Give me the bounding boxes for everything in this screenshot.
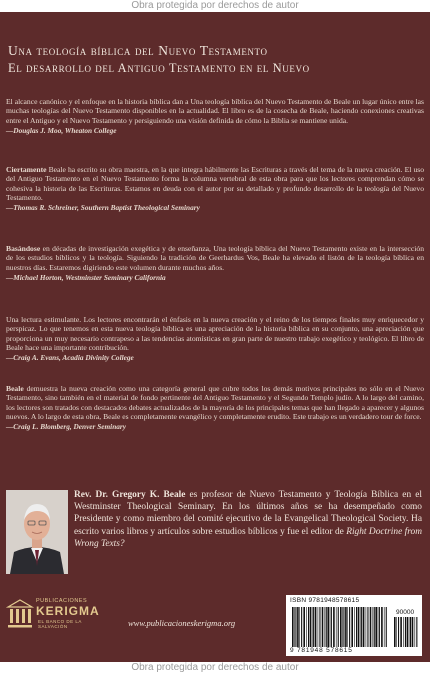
publisher-name: KERIGMA xyxy=(36,604,100,618)
barcode-bars xyxy=(292,607,390,647)
quote-lead: Basándose xyxy=(6,244,41,253)
book-title: Una teología bíblica del Nuevo Testamento xyxy=(8,43,268,58)
publisher-logo xyxy=(6,598,106,654)
quote-attribution: —Thomas R. Schreiner, Southern Baptist Theological Seminary xyxy=(6,203,200,213)
endorsement-quote xyxy=(6,165,424,213)
bank-emblem-icon xyxy=(6,598,34,632)
quote-text: en décadas de investigación exegética y de enseñanza, Una teología bíblica del Nuevo Testamento existe en la intersección de los estudios bíblicos y la teología. Siguiendo la tradición de Geerhardus Vos, Beale ha elevado el listón de la teología bíblica en nuestros días. Estaremos digiriendo este volumen durante muchos años. xyxy=(6,244,424,272)
quote-attribution: —Michael Horton, Westminster Seminary California xyxy=(6,272,166,282)
quote-attribution: —Craig L. Blomberg, Denver Seminary xyxy=(6,422,126,432)
author-portrait-graphic xyxy=(6,490,68,574)
watermark-bottom: Obra protegida por derechos de autor xyxy=(0,662,430,674)
quote-attribution: —Craig A. Evans, Acadia Divinity College xyxy=(6,353,134,363)
isbn-number: ISBN 9781948578615 xyxy=(290,597,360,604)
book-back-cover xyxy=(0,12,430,662)
quote-text: Beale ha escrito su obra maestra, en la que integra hábilmente las Escrituras a través del tema de la nueva creación. El uso del Antiguo Testamento en el Nuevo Testamento forma la columna vertebral de esta obra para que los lectores comprendan cómo se cohesiva la historia de las Escrituras. Estamos en deuda con el autor por su detallado y profundo desarrollo de la teología del Nuevo Testamento. xyxy=(6,165,424,203)
quote-text: Una lectura estimulante. Los lectores encontrarán el énfasis en la nueva creación y el reino de los tiempos finales muy enriquecedor y perspicaz. Lo que tenemos en esta nueva teología bíblica es una apreciación de la historia bíblica en su conjunto, una apreciación que proporciona un muy necesario contrapeso a las tendencias atomísticas en gran parte de nuestro trabajo exegético y teológico. El libro de Beale hace una importante contribución. xyxy=(6,315,424,353)
author-bio xyxy=(74,489,422,550)
author-photo xyxy=(6,490,68,574)
barcode-digits: 9 781948 578615 xyxy=(290,647,353,654)
watermark-top: Obra protegida por derechos de autor xyxy=(0,0,430,12)
barcode-addon-bars xyxy=(394,617,420,647)
price-code: 90000 xyxy=(396,609,415,616)
quote-text: El alcance canónico y el enfoque en la historia bíblica dan a Una teología bíblica del Nuevo Testamento de Beale un lugar único entre las muchas teologías del Nuevo Testamento disponibles en la actualidad. El libro es de la cosecha de Beale, haciendo conexiones creativas entre el Antiguo y el Nuevo Testamento y persiguiendo una visión definida de cómo la Biblia se mantiene unida. xyxy=(6,97,424,125)
isbn-barcode xyxy=(286,595,422,656)
publisher-tagline: EL BANCO DE LA SALVACIÓN xyxy=(38,619,82,629)
endorsement-quote xyxy=(6,384,424,432)
endorsement-quote xyxy=(6,244,424,282)
endorsement-quote xyxy=(6,315,424,363)
author-bio-text: es profesor de Nuevo Testamento y Teología Bíblica en el Westminster Theological Seminary. En los últimos años se ha desempeñado como Presidente y como miembro del comité ejecutivo de la Evangelical Theological Society. Ha escrito varios libros y artículos sobre estudios bíblicos y fue el editor de xyxy=(74,490,422,537)
book-subtitle: El desarrollo del Antiguo Testamento en el Nuevo xyxy=(8,61,310,75)
author-name: Rev. Dr. Gregory K. Beale xyxy=(74,490,186,500)
author-book-title: Right Doctrine from Wrong Texts? xyxy=(74,526,423,549)
quote-attribution: —Douglas J. Moo, Wheaton College xyxy=(6,125,117,135)
endorsement-quote xyxy=(6,97,424,135)
publisher-website: www.publicacioneskerigma.org xyxy=(128,618,236,628)
quote-lead: Beale xyxy=(6,384,24,393)
quote-text: demuestra la nueva creación como una categoría general que cubre todos los demás motivos principales no sólo en el Nuevo Testamento, sino también en el material de fondo pertinente del Antiguo Testamento y el Segundo Templo judío. A lo largo del camino, los lectores son tratados con destacados debates actualizados de la mayoría de los principales temas que han llegado a aparecer y algunos nuevos. A lo largo de esta obra, Beale es completamente evangélico y completamente erudito. Este trabajo es un verdadero tour de force. xyxy=(6,384,424,422)
publisher-label: PUBLICACIONES xyxy=(36,598,88,604)
quote-lead: Ciertamente xyxy=(6,165,47,174)
